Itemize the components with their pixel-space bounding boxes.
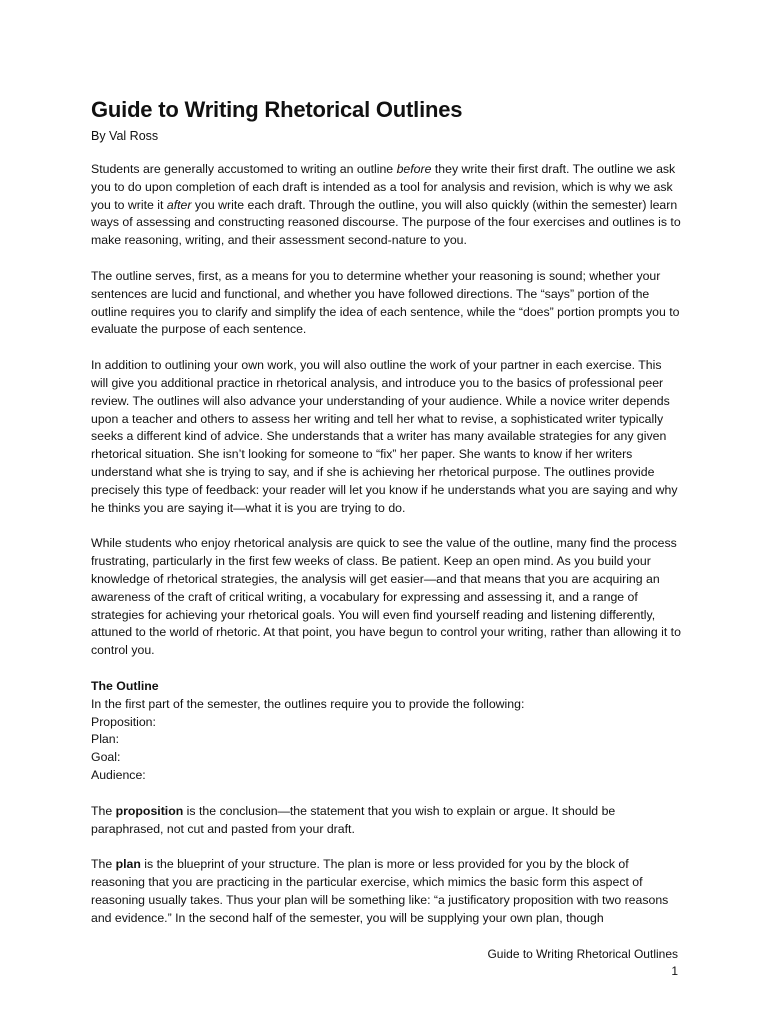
outline-section: [91, 678, 681, 785]
paragraph-peer-review: In addition to outlining your own work, you will also outline the work of your partner in each exercise. This will give you additional practice in rhetorical analysis, and introduce you to the basics of professional peer review. The outlines will also advance your understanding of your audience. While a novice writer depends upon a teacher and others to assess her writing and tell her what to revise, a sophisticated writer typically seeks a different kind of advice. She understands that a writer has many available strategies for any given rhetorical situation. She isn’t looking for someone to “fix” her paper. She wants to know if her writers understand what she is trying to say, and if she is achieving her rhetorical purpose. The outlines provide precisely this type of feedback: your reader will let you know if he understands what you are saying and why he thinks you are saying it—what it is you are trying to do.: [91, 358, 678, 515]
outline-item-proposition: Proposition:: [91, 714, 156, 729]
p6-text-a: The: [91, 857, 116, 872]
p5-term-proposition: proposition: [115, 803, 184, 818]
p1-emphasis-before: before: [396, 162, 432, 176]
paragraph-outline-purpose: The outline serves, first, as a means for you to determine whether your reasoning is sound; whether your sentences are lucid and functional, and whether you have followed directions. The “says” portion of the outline requires you to clarify and simplify the idea of each sentence, while the “does” portion prompts you to evaluate the purpose of each sentence.: [91, 268, 680, 337]
p1-text-c: you write each draft. Through the outline, you will also quickly (within the semester) learn ways of assessing and constructing reasoned discourse. The purpose of the four exercises and outlines is to make reasoning, writing, and their assessment second-nature to you.: [91, 197, 681, 248]
paragraph-intro: [91, 161, 681, 250]
outline-item-plan: Plan:: [91, 732, 120, 747]
page-footer: [487, 946, 678, 980]
paragraph-plan: [91, 856, 681, 927]
outline-item-audience: Audience:: [91, 767, 146, 782]
outline-intro: In the first part of the semester, the outlines require you to provide the following:: [91, 696, 525, 711]
p1-emphasis-after: after: [166, 197, 192, 212]
document-title: Guide to Writing Rhetorical Outlines: [91, 97, 463, 122]
p5-text-a: The: [91, 803, 116, 818]
outline-heading: The Outline: [91, 678, 159, 693]
paragraph-proposition: [91, 803, 681, 839]
page-number: 1: [671, 964, 678, 978]
p1-text-a: Students are generally accustomed to writing an outline: [91, 162, 397, 176]
p5-text-b: is the conclusion—the statement that you wish to explain or argue. It should be paraphrased, not cut and pasted from your draft.: [91, 803, 616, 836]
document-body: [91, 96, 681, 945]
outline-item-goal: Goal:: [91, 750, 121, 765]
footer-running-title: Guide to Writing Rhetorical Outlines: [487, 947, 678, 961]
paragraph-patience: While students who enjoy rhetorical analysis are quick to see the value of the outline, many find the process frustrating, particularly in the first few weeks of class. Be patient. Keep an open mind. As you build your knowledge of rhetorical strategies, the analysis will get easier—and that means that you are acquiring an awareness of the craft of critical writing, a vocabulary for expressing and assessing it, and a range of strategies for achieving your rhetorical goals. You will even find yourself reading and listening differently, attuned to the world of rhetoric. At that point, you have begun to control your writing, rather than allowing it to control you.: [91, 536, 681, 658]
p6-text-b: is the blueprint of your structure. The plan is more or less provided for you by the block of reasoning that you are practicing in the particular exercise, which mimics the basic form this aspect of reasoning usually takes. Thus your plan will be something like: “a justificatory proposition with two reasons and evidence.” In the second half of the semester, you will be supplying your own plan, though: [91, 857, 669, 925]
byline: By Val Ross: [91, 129, 159, 143]
p1-text-b: they write their first draft. The outline we ask you to do upon completion of each draft is intended as a tool for analysis and revision, which is why we ask you to write it: [91, 162, 676, 212]
p6-term-plan: plan: [115, 857, 141, 872]
